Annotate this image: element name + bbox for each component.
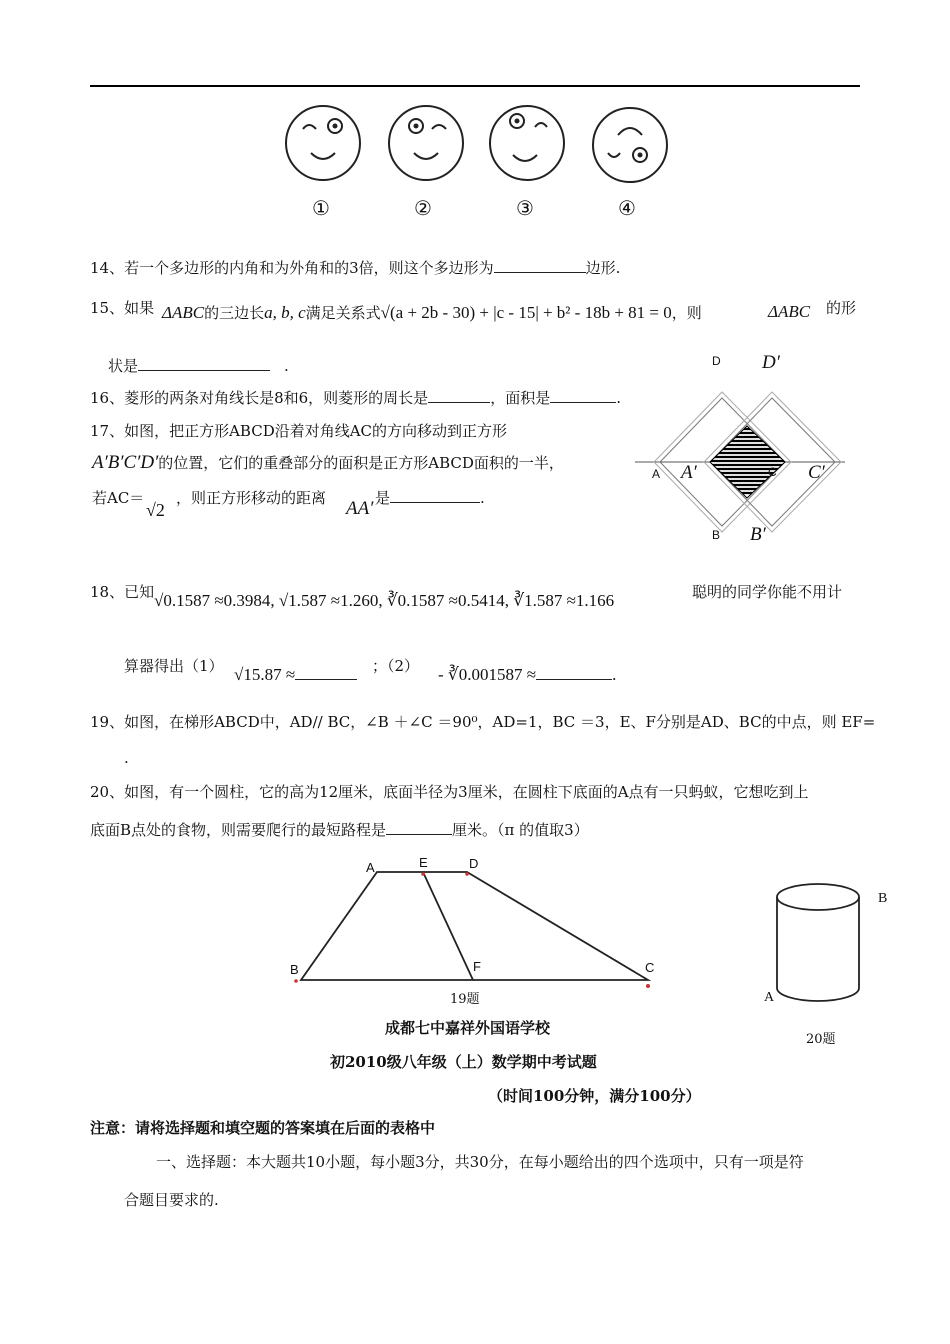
question-17-line1: 17、如图，把正方形ABCD沿着对角线AC的方向移动到正方形 xyxy=(90,422,508,440)
question-16 xyxy=(90,388,621,408)
header-rule xyxy=(90,85,860,87)
question-20-line2 xyxy=(90,820,589,840)
q15-suffix: 的形 xyxy=(826,299,857,317)
q17-label-A-prime: A′ xyxy=(681,462,697,483)
q15-line2-suffix: . xyxy=(284,357,289,375)
q17-sqrt: √2 xyxy=(146,500,165,520)
q18-line2-prefix: 算器得出（1） xyxy=(124,657,224,675)
q15-prefix: 15、如果 xyxy=(90,299,155,317)
q17-answer-blank[interactable] xyxy=(390,488,480,503)
q17-label-B: B xyxy=(712,528,721,542)
q18-formula: √0.1587 ≈0.3984, √1.587 ≈1.260, ∛0.1587 ≈0.5414, ∛1.587 ≈1.166 xyxy=(154,591,615,610)
q19-label-A: A xyxy=(366,860,375,875)
face-label-4: ④ xyxy=(618,196,636,220)
q20-label-B: B xyxy=(878,891,888,906)
question-19: 19、如图，在梯形ABCD中，AD// BC，∠B ＋∠C ＝90⁰，AD=1，BC ＝3，E、F分别是AD、BC的中点，则 EF= xyxy=(90,713,876,731)
q15-answer-blank[interactable] xyxy=(138,356,270,371)
q16-area-blank[interactable] xyxy=(550,388,616,403)
face-label-2: ② xyxy=(414,196,432,220)
q17-label-D-prime: D′ xyxy=(762,352,780,373)
q14-suffix: 边形. xyxy=(585,259,621,277)
q19-label-E: E xyxy=(419,855,428,870)
q15-triangle: ΔABC xyxy=(162,303,205,322)
q17-line3-mid: ，则正方形移动的距离 xyxy=(176,489,327,507)
q18-sep: ；（2） xyxy=(372,657,420,675)
q17-label-D: D xyxy=(712,354,721,368)
q18-answer-blank-2[interactable] xyxy=(536,665,612,680)
q15-then: ，则 xyxy=(671,306,702,322)
q19-label-D: D xyxy=(469,856,479,871)
q18-expr2 xyxy=(438,665,616,685)
q15-triangle2 xyxy=(768,302,810,322)
q20-label-A: A xyxy=(764,990,775,1005)
q18-expr2-text: - ∛0.001587 ≈ xyxy=(438,665,537,684)
section-1-line2: 合题目要求的. xyxy=(124,1191,219,1209)
q17-label-A: A xyxy=(652,467,661,481)
exam-time: （时间100分钟，满分100分） xyxy=(488,1087,701,1105)
q20-answer-blank[interactable] xyxy=(386,820,452,835)
q16-perimeter-blank[interactable] xyxy=(428,388,490,403)
q20-line2-prefix: 底面B点处的食物，则需要爬行的最短路程是 xyxy=(90,821,387,839)
q20-line2-suffix: 厘米。（π 的值取3） xyxy=(452,821,589,839)
q15-line2 xyxy=(108,356,289,376)
q19-trapezoid-figure xyxy=(290,860,670,1000)
q19-label-F: F xyxy=(473,959,481,974)
q15-formula: √(a + 2b - 30) + |c - 15| + b² - 18b + 81 = 0 xyxy=(380,303,672,322)
exam-title: 初2010级八年级（上）数学期中考试题 xyxy=(330,1053,597,1071)
q16-text3: . xyxy=(616,389,621,407)
q15-statement xyxy=(162,302,702,323)
q15-sides: a, b, c xyxy=(264,303,306,322)
q17-line3-prefix: 若AC＝ xyxy=(92,489,145,507)
question-14 xyxy=(90,258,620,278)
q16-text1: 16、菱形的两条对角线长是8和6，则菱形的周长是 xyxy=(90,389,429,407)
notice: 注意：请将选择题和填空题的答案填在后面的表格中 xyxy=(90,1119,436,1137)
q17-suffix-text: 是 xyxy=(375,489,391,507)
question-15 xyxy=(90,298,154,318)
section-1-line1: 一、选择题：本大题共10小题，每小题3分，共30分，在每小题给出的四个选项中，只有一项是符 xyxy=(156,1153,804,1171)
face-icon-4 xyxy=(593,108,667,182)
q19-label-B: B xyxy=(290,962,299,977)
q17-label-B-prime: B′ xyxy=(750,524,766,545)
q18-end: . xyxy=(612,665,617,684)
school-name: 成都七中嘉祥外国语学校 xyxy=(385,1019,551,1037)
face-label-1: ① xyxy=(312,196,330,220)
face-icon-1 xyxy=(286,106,360,180)
q17-square-label: A′B′C′D′ xyxy=(92,452,159,473)
q17-distance-label: AA′ xyxy=(346,498,374,519)
q17-line3-suffix xyxy=(375,488,485,508)
face-icon-2 xyxy=(389,106,463,180)
face-label-3: ③ xyxy=(516,196,534,220)
q19-caption: 19题 xyxy=(450,992,480,1007)
q16-text2: ，面积是 xyxy=(490,389,551,407)
q19-label-C: C xyxy=(645,960,655,975)
q17-label-C-prime: C′ xyxy=(808,462,825,483)
q18-suffix: 聪明的同学你能不用计 xyxy=(692,583,843,601)
question-17-line2 xyxy=(92,452,564,474)
q19-line2: . xyxy=(124,749,129,767)
q18-prefix: 18、已知 xyxy=(90,583,155,601)
q15-triangle2-text: ΔABC xyxy=(768,302,811,321)
q18-expr1 xyxy=(234,665,357,685)
q14-text: 14、若一个多边形的内角和为外角和的3倍，则这个多边形为 xyxy=(90,259,494,277)
face-icon-3 xyxy=(490,106,564,180)
q15-mid: 的三边长 xyxy=(204,306,265,322)
q17-square-figure xyxy=(630,350,850,550)
q20-cylinder-figure xyxy=(775,880,875,1010)
q15-line2-prefix: 状是 xyxy=(108,357,139,375)
question-20-line1: 20、如图，有一个圆柱，它的高为12厘米，底面半径为3厘米，在圆柱下底面的A点有一只蚂蚁，它想吃到上 xyxy=(90,783,809,801)
q15-mid2: 满足关系式 xyxy=(305,306,381,322)
q18-answer-blank-1[interactable] xyxy=(295,665,357,680)
q18-expr1-text: √15.87 ≈ xyxy=(234,665,296,684)
q17-end: . xyxy=(480,489,485,507)
q17-label-C: C xyxy=(768,465,777,479)
q14-answer-blank[interactable] xyxy=(494,258,586,273)
q17-line2-text: 的位置，它们的重叠部分的面积是正方形ABCD面积的一半， xyxy=(158,454,564,472)
q20-caption: 20题 xyxy=(806,1032,836,1047)
